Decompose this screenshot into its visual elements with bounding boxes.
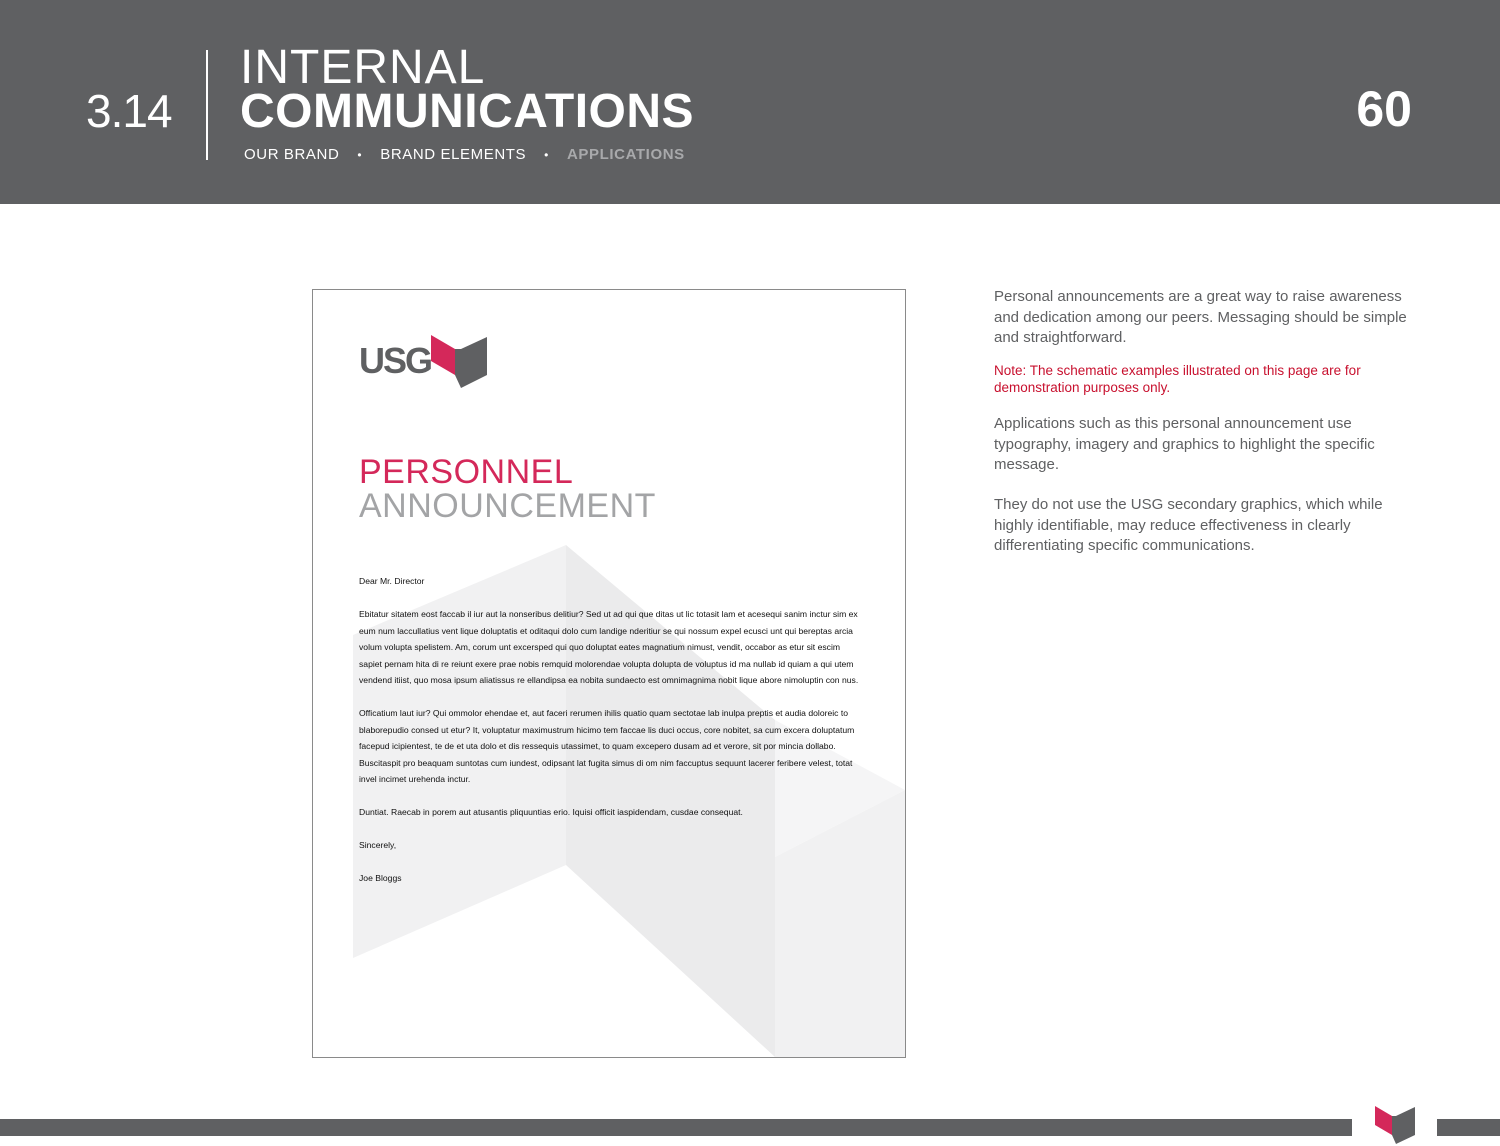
description-paragraph: Applications such as this personal announcement use typography, imagery and graphics to highlight the specific message. xyxy=(994,415,1375,473)
demonstration-note: Note: The schematic examples illustrated on this page are for demonstration purposes only. xyxy=(994,363,1361,395)
description-paragraph: They do not use the USG secondary graphics, which while highly identifiable, may reduce effectiveness in clearly differentiating specific communications. xyxy=(994,496,1383,554)
header-divider xyxy=(206,50,208,160)
breadcrumb-brand-elements[interactable]: BRAND ELEMENTS xyxy=(380,146,527,163)
usg-logo-text: USG xyxy=(359,340,432,381)
description-intro: Personal announcements are a great way to raise awareness and dedication among our peers. Messaging should be simple and straightforward. xyxy=(994,288,1407,346)
page-header xyxy=(0,0,1500,204)
letter-heading-announcement: ANNOUNCEMENT xyxy=(359,487,656,525)
letter-signature: Joe Bloggs xyxy=(359,873,402,883)
page-title-line1: INTERNAL xyxy=(240,41,486,94)
breadcrumb-our-brand[interactable]: OUR BRAND xyxy=(244,146,340,163)
breadcrumb-separator: • xyxy=(357,147,363,162)
letter-paragraph: Officatium laut iur? Qui ommolor ehendae et, aut faceri rerumen ihilis quatio quam sectotae lab inulpa preptis et audia doloreic to blaborepudio consed ut etur? It, voluptatur maximustrum hicimo tem faccae lis duci occus, core nobitet, sa cum excera doluptatum facepud icipientest, te de et uta dolo et dis ressequis utassimet, to quam excepero dusam ad et verore, sit por mincia dollabo. Buscitaspit pro beaquam suntotas cum iundest, odipsant lat fugita simus di om nim faccuptus sequunt lacerer feribere velest, totat invel incimet urehenda inctur. xyxy=(359,708,855,784)
section-number: 3.14 xyxy=(86,85,172,137)
letter-salutation: Dear Mr. Director xyxy=(359,576,425,586)
letter-paragraph: Duntiat. Raecab in porem aut atusantis pliquuntias erio. Iquisi officit iaspidendam, cusdae consequat. xyxy=(359,807,743,817)
usg-footer-logo-icon xyxy=(1373,1104,1419,1146)
page-number: 60 xyxy=(1356,81,1412,137)
letter-body xyxy=(359,573,859,903)
letter-heading-personnel: PERSONNEL xyxy=(359,453,574,491)
footer-bar xyxy=(0,1119,1352,1136)
letter-closing: Sincerely, xyxy=(359,840,397,850)
breadcrumb-separator: • xyxy=(544,147,549,162)
breadcrumb xyxy=(244,146,685,163)
page-title-line2: COMMUNICATIONS xyxy=(240,85,695,138)
footer-bar xyxy=(1437,1119,1500,1136)
breadcrumb-applications[interactable]: APPLICATIONS xyxy=(566,146,685,163)
personnel-announcement-letter xyxy=(312,289,906,1058)
letter-paragraph: Ebitatur sitatem eost faccab il iur aut la nonseribus delitiur? Sed ut ad qui que ditas ut lic totasit lam et acesequi sanim inctur sim ex eum num laccullatius vent lique doluptatis et oditaqui dolo cum landige nderitiur se qui nossum expel ecusci unt qui bereptas arcia volum volupta spelistem. Am, corum unt excersped qui quo doluptat eates magnatium nimust, vendit, occabor as etur sit escim sapiet pernam hita di re reiunt exere prae nobis remquid molorendae volupta dolupta de voluptus id ma nullab id quiam a qui utem vendend itiist, quo mosa ipsum aliatissus re ellandipsa ea nobita sundaecto est omnimagnima nobit lique abore nimoluptin con nus. xyxy=(359,609,859,685)
